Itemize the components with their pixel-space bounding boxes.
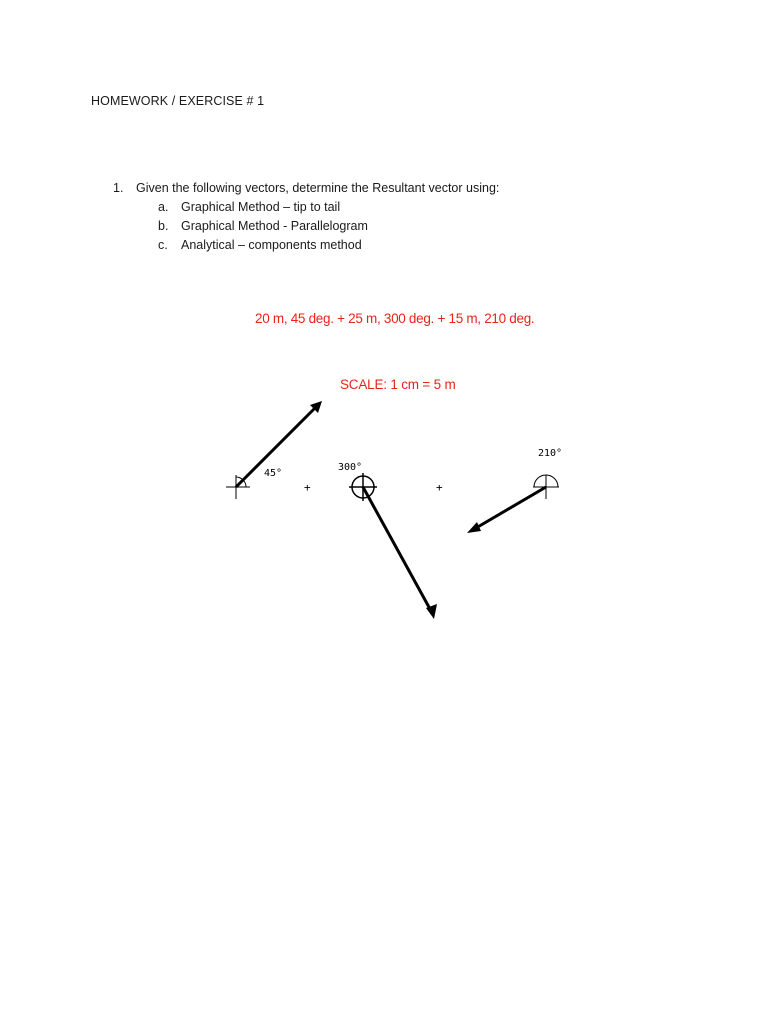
vectors-expression: 20 m, 45 deg. + 25 m, 300 deg. + 15 m, 210 deg.: [255, 311, 535, 326]
question-text: Given the following vectors, determine the Resultant vector using:: [136, 181, 500, 195]
angle-label-300: 300°: [338, 462, 363, 473]
option-b-text: Graphical Method - Parallelogram: [181, 219, 368, 233]
angle-label-210: 210°: [538, 448, 563, 459]
vector-300: [338, 462, 437, 619]
plus-sign: +: [304, 481, 311, 494]
scale-label: SCALE: 1 cm = 5 m: [340, 377, 456, 392]
option-c-text: Analytical – components method: [181, 238, 362, 252]
vector-arrow-line: [476, 487, 546, 528]
option-c-letter: c.: [158, 238, 168, 252]
option-a-letter: a.: [158, 200, 169, 214]
angle-label-45: 45°: [264, 468, 283, 479]
plus-sign-2: +: [436, 481, 443, 494]
question-number: 1.: [113, 181, 124, 195]
arrowhead-icon: [467, 522, 481, 533]
vector-arrow-line: [363, 487, 430, 609]
vector-210: [467, 448, 562, 533]
option-b-letter: b.: [158, 219, 169, 233]
option-a-text: Graphical Method – tip to tail: [181, 200, 341, 214]
page-title: HOMEWORK / EXERCISE # 1: [91, 94, 265, 108]
